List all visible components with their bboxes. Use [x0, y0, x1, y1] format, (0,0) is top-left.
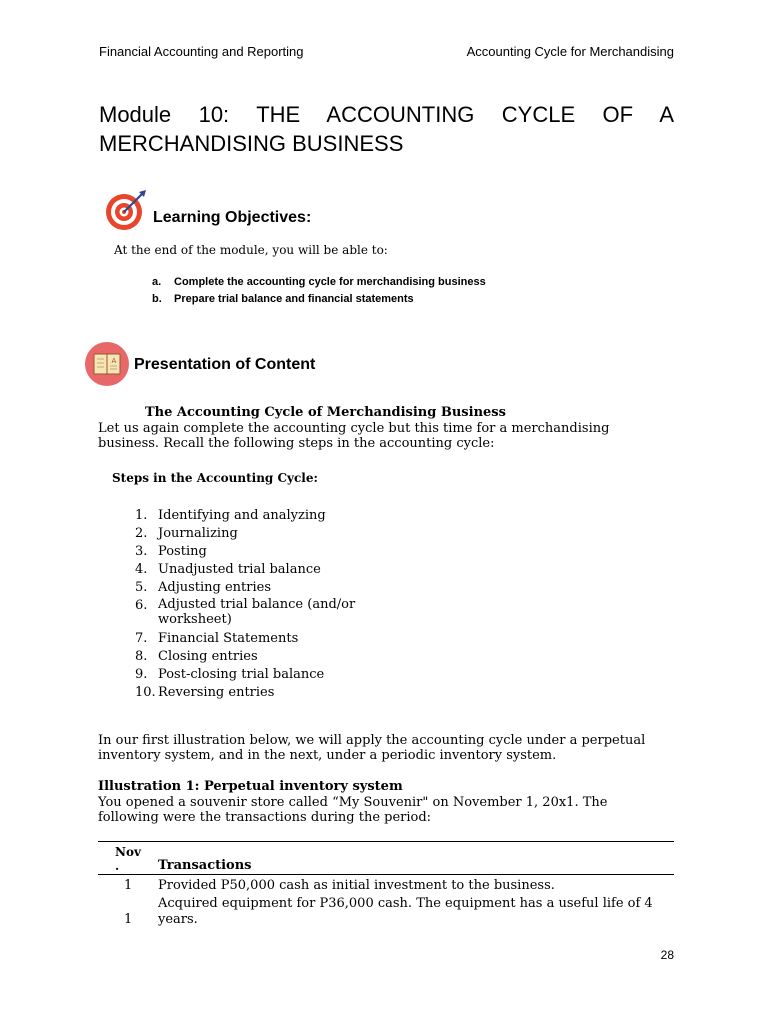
row-day: 1: [124, 912, 133, 927]
objective-letter: a.: [152, 276, 162, 288]
paragraph-line: Let us again complete the accounting cycle but this time for a merchandising: [98, 421, 610, 436]
step-number: 2.: [135, 526, 148, 541]
row-day: 1: [124, 878, 133, 893]
steps-heading: Steps in the Accounting Cycle:: [112, 471, 318, 485]
paragraph-line: You opened a souvenir store called “My Souvenir" on November 1, 20x1. The: [98, 795, 608, 810]
objective-text: Complete the accounting cycle for merchandising business: [174, 276, 486, 288]
step-number: 10.: [135, 685, 156, 700]
step-text: Adjusted trial balance (and/or worksheet): [158, 597, 356, 627]
step-item: [135, 543, 388, 561]
step-text: Closing entries: [158, 649, 258, 664]
step-number: 6.: [135, 598, 148, 613]
module-title: [99, 100, 674, 158]
step-text: Adjusting entries: [158, 580, 272, 595]
illustration-intro-paragraph: [98, 733, 678, 763]
objective-text: Prepare trial balance and financial statements: [174, 293, 414, 305]
running-header-left: Financial Accounting and Reporting: [99, 44, 304, 59]
step-item: [135, 579, 388, 597]
paragraph-line: business. Recall the following steps in the accounting cycle:: [98, 436, 495, 451]
step-item: [135, 666, 388, 684]
step-number: 5.: [135, 580, 148, 595]
step-item: [135, 597, 388, 630]
column-header-nov: Nov .: [115, 845, 141, 873]
step-text: Unadjusted trial balance: [158, 562, 321, 577]
illustration-heading: Illustration 1: Perpetual inventory system: [98, 779, 403, 794]
presentation-heading: Presentation of Content: [134, 356, 316, 373]
step-text: Journalizing: [158, 526, 238, 541]
page-number: 28: [660, 948, 674, 962]
step-text: Reversing entries: [158, 685, 275, 700]
intro-paragraph: [98, 421, 678, 451]
step-number: 7.: [135, 631, 148, 646]
step-number: 8.: [135, 649, 148, 664]
section-subheading: The Accounting Cycle of Merchandising Business: [145, 405, 506, 420]
book-icon: [84, 341, 130, 387]
step-item: [135, 525, 388, 543]
objective-item: [152, 293, 414, 305]
illustration-paragraph: [98, 795, 678, 825]
step-number: 4.: [135, 562, 148, 577]
objective-letter: b.: [152, 293, 162, 305]
table-header-row: [98, 842, 674, 875]
module-title-line1: Module 10: THE ACCOUNTING CYCLE OF A: [99, 102, 674, 127]
step-number: 9.: [135, 667, 148, 682]
step-text: Post-closing trial balance: [158, 667, 325, 682]
step-item: [135, 561, 388, 579]
row-transaction: Provided P50,000 cash as initial investment to the business.: [158, 878, 555, 893]
transactions-table: [98, 841, 674, 930]
step-item: [135, 630, 388, 648]
paragraph-line: inventory system, and in the next, under a periodic inventory system.: [98, 748, 557, 763]
step-text: Identifying and analyzing: [158, 508, 326, 523]
objective-item: [152, 276, 486, 288]
module-title-line2: MERCHANDISING BUSINESS: [99, 131, 404, 156]
learning-objectives-heading: Learning Objectives:: [153, 209, 312, 226]
step-item: [135, 684, 388, 702]
step-text: Posting: [158, 544, 207, 559]
step-text: Financial Statements: [158, 631, 299, 646]
paragraph-line: following were the transactions during the period:: [98, 810, 432, 825]
step-item: [135, 507, 388, 525]
step-number: 1.: [135, 508, 148, 523]
target-icon: [102, 188, 148, 234]
svg-text:A: A: [111, 357, 117, 365]
running-header-right: Accounting Cycle for Merchandising: [466, 44, 674, 59]
table-row: [98, 878, 674, 896]
step-item: [135, 648, 388, 666]
step-number: 3.: [135, 544, 148, 559]
table-row: [98, 896, 674, 930]
paragraph-line: In our first illustration below, we will apply the accounting cycle under a perpetual: [98, 733, 646, 748]
objectives-intro: At the end of the module, you will be able to:: [114, 243, 388, 257]
column-header-transactions: Transactions: [158, 858, 252, 873]
steps-list: [135, 507, 388, 702]
row-transaction: Acquired equipment for P36,000 cash. The equipment has a useful life of 4 years.: [158, 896, 653, 927]
